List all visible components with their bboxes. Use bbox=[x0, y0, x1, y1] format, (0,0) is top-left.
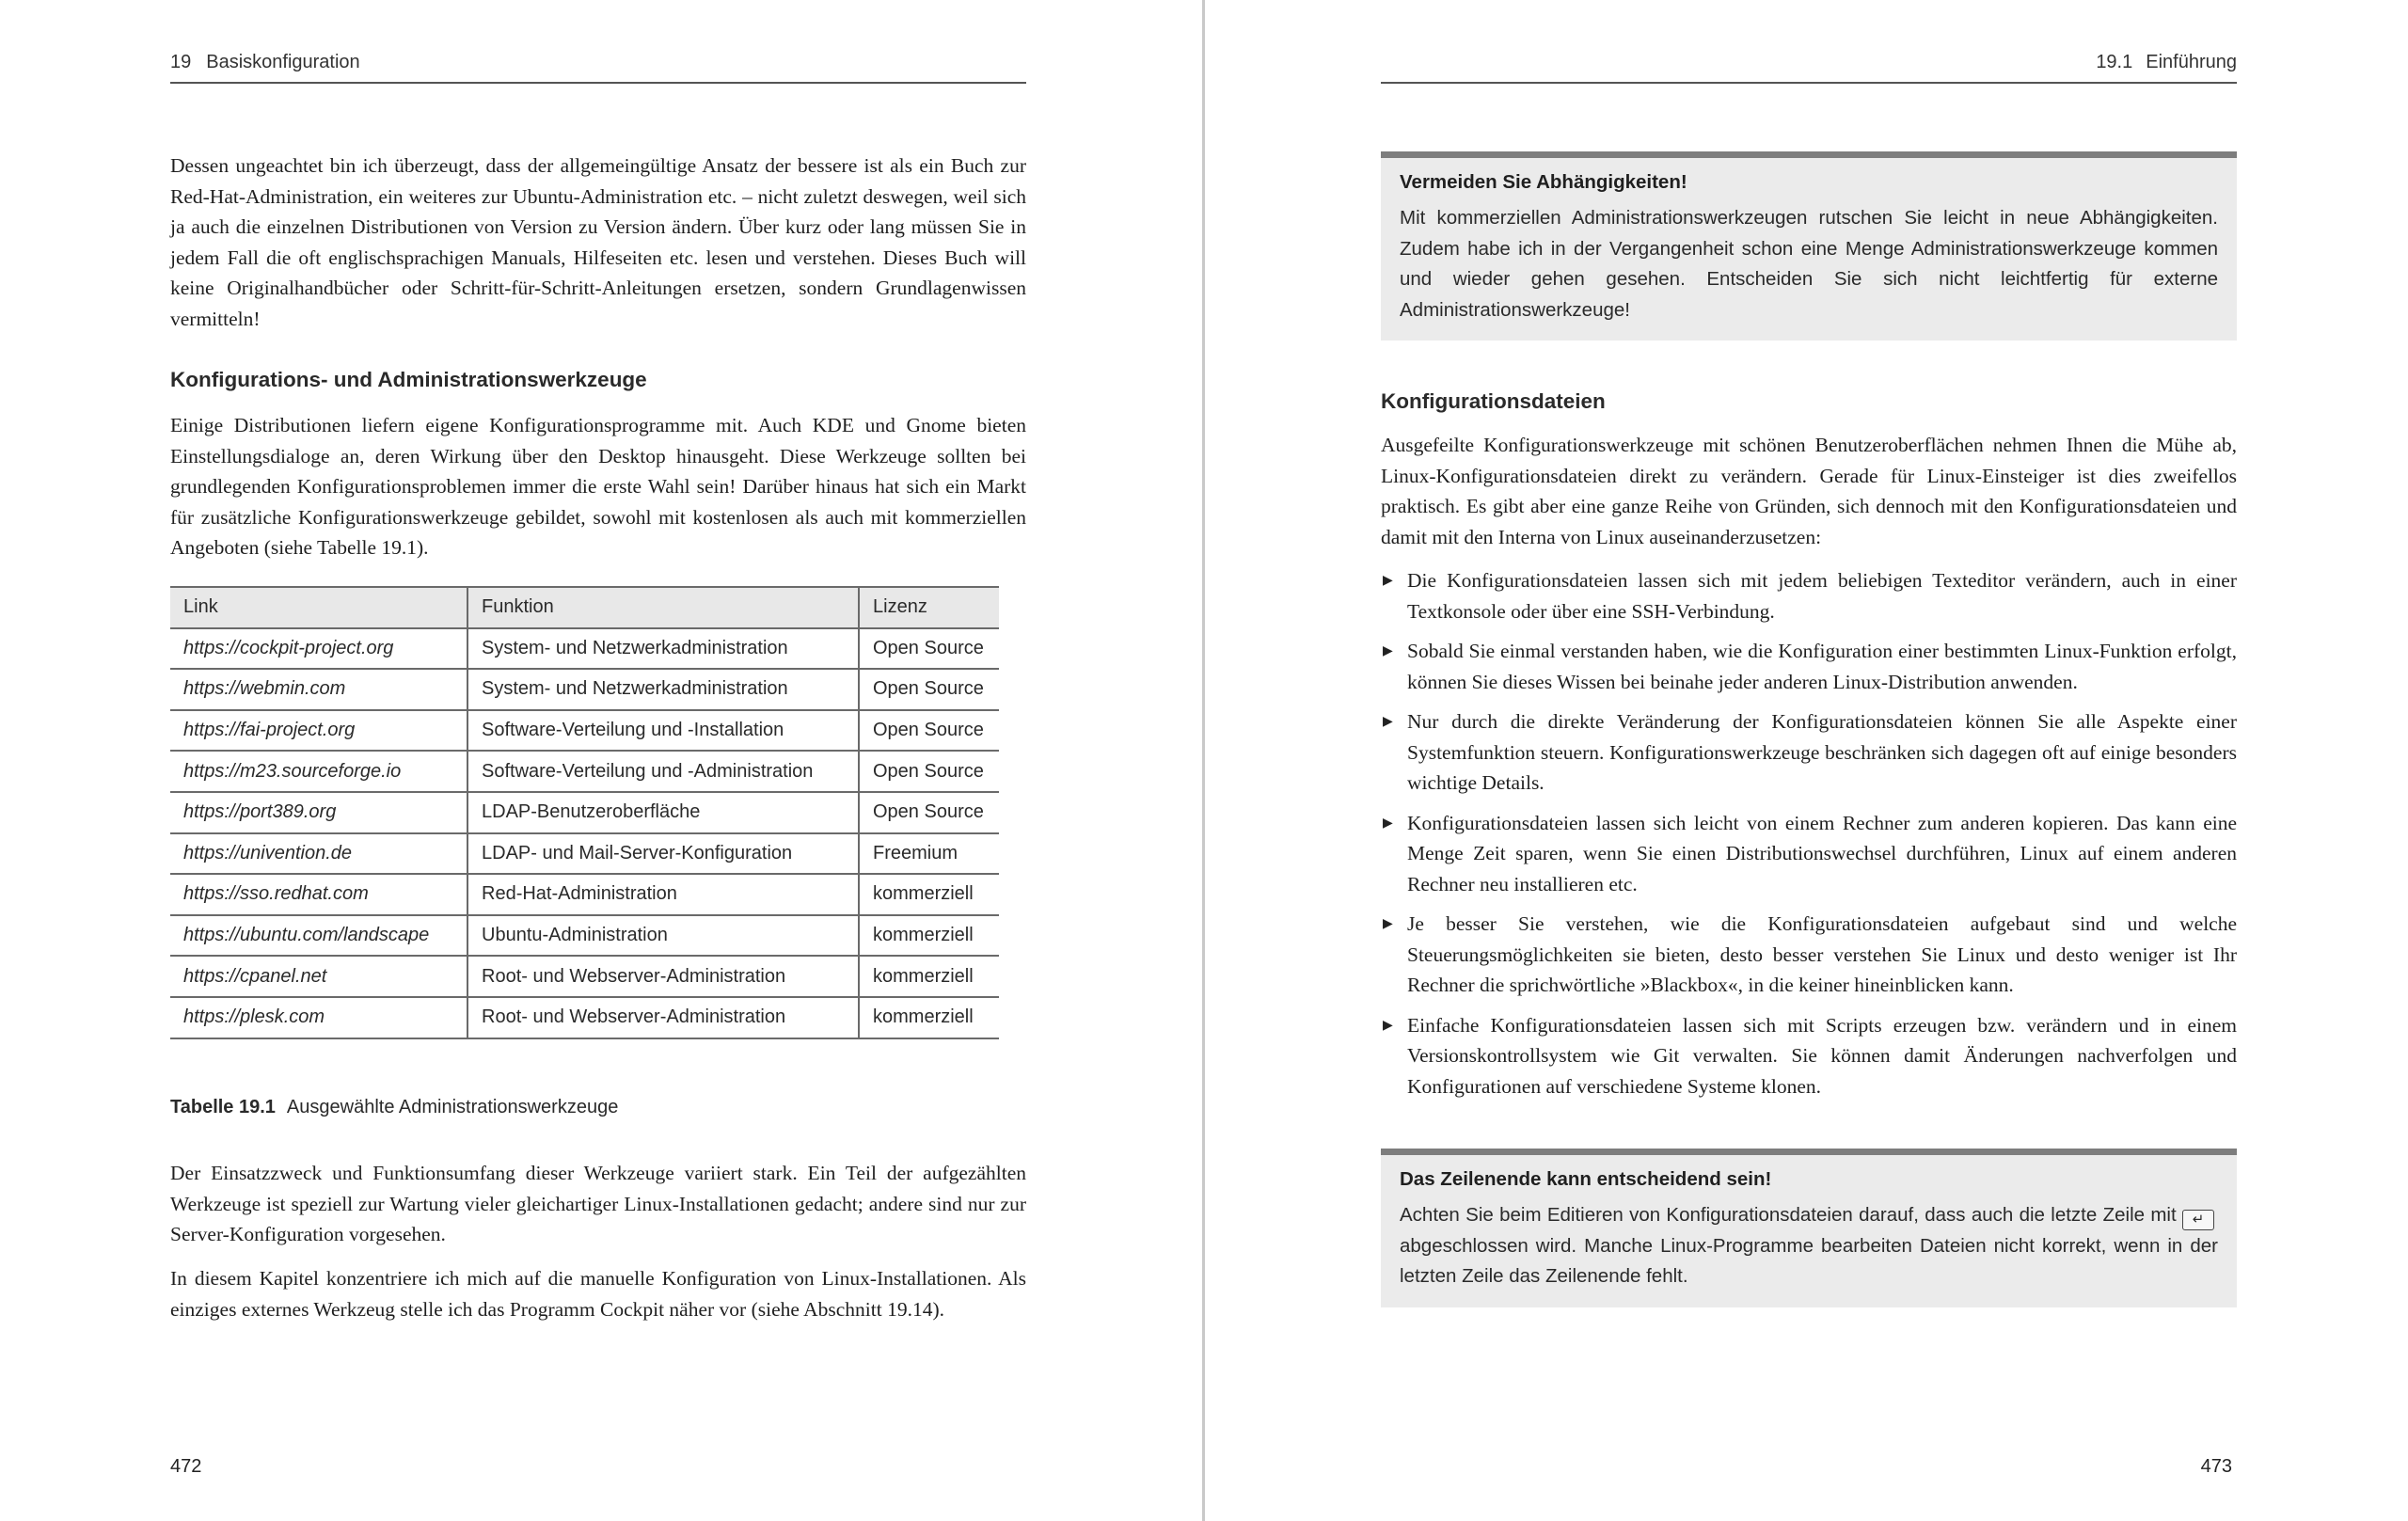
paragraph-3-block bbox=[170, 1158, 1026, 1250]
table-row bbox=[170, 956, 999, 997]
page-number-left: 472 bbox=[170, 1456, 202, 1477]
table-cell-function: Root- und Webserver-Administration bbox=[467, 997, 859, 1038]
page-number-right: 473 bbox=[2200, 1456, 2232, 1477]
table-cell-function: Red-Hat-Administration bbox=[467, 874, 859, 915]
bullet-triangle-icon: ▶ bbox=[1383, 643, 1393, 658]
table-cell-function: Root- und Webserver-Administration bbox=[467, 956, 859, 997]
list-item bbox=[1381, 636, 2237, 697]
table-cell-link[interactable]: https://plesk.com bbox=[170, 997, 467, 1038]
caption-text: Ausgewählte Administrationswerkzeuge bbox=[286, 1097, 619, 1117]
table-cell-link[interactable]: https://ubuntu.com/landscape bbox=[170, 915, 467, 957]
note-box-dependencies bbox=[1381, 151, 2237, 341]
note-box-title: Vermeiden Sie Abhängigkeiten! bbox=[1400, 171, 1687, 193]
bullet-list-block bbox=[1381, 565, 2237, 1111]
list-item-text: Nur durch die direkte Veränderung der Konfigurationsdateien können Sie alle Aspekte einer Systemfunktion steuern. Konfigurationswerkzeuge beschränken sich dagegen oft auf einige besonders wichtige Details. bbox=[1407, 710, 2237, 794]
bullet-list bbox=[1381, 565, 2237, 1101]
list-item-text: Konfigurationsdateien lassen sich leicht von einem Rechner zum anderen kopieren. Das kann eine Menge Zeit sparen, wenn Sie einen Distributionswechsel durchführen, Linux auf einem anderen Rechner neu installieren etc. bbox=[1407, 811, 2237, 895]
table-header-license: Lizenz bbox=[859, 587, 999, 628]
bullet-triangle-icon: ▶ bbox=[1383, 714, 1393, 729]
note-box-text: Mit kommerziellen Administrationswerkzeugen rutschen Sie leicht in neue Abhängigkeiten. Zudem habe ich in der Vergangenheit schon eine Menge Administrationswerkzeuge kommen und wieder gehen gesehen. Entscheiden Sie sich nicht leichtfertig für externe Administrationswerkzeuge! bbox=[1400, 207, 2218, 321]
table-row bbox=[170, 628, 999, 670]
table-cell-link[interactable]: https://m23.sourceforge.io bbox=[170, 751, 467, 792]
section-number: 19.1 bbox=[2096, 52, 2133, 72]
list-item-text: Je besser Sie verstehen, wie die Konfigurationsdateien aufgebaut sind und welche Steuerungsmöglichkeiten sie bieten, desto besser verstehen Sie Linux und desto weniger ist Ihr Rechner die sprichwörtliche »Blackbox«, in die keiner hineinblicken kann. bbox=[1407, 912, 2237, 996]
table-header-link: Link bbox=[170, 587, 467, 628]
table-cell-function: System- und Netzwerkadministration bbox=[467, 628, 859, 670]
bullet-triangle-icon: ▶ bbox=[1383, 573, 1393, 588]
list-item-text: Die Konfigurationsdateien lassen sich mit jedem beliebigen Texteditor verändern, auch in einer Textkonsole oder über eine SSH-Verbindung. bbox=[1407, 569, 2237, 623]
list-item bbox=[1381, 909, 2237, 1001]
table-cell-license: Open Source bbox=[859, 792, 999, 833]
note-box-text bbox=[1400, 1200, 2218, 1292]
bullet-triangle-icon: ▶ bbox=[1383, 916, 1393, 931]
table-cell-link[interactable]: https://port389.org bbox=[170, 792, 467, 833]
table-cell-function: LDAP- und Mail-Server-Konfiguration bbox=[467, 833, 859, 875]
table-cell-license: kommerziell bbox=[859, 997, 999, 1038]
section-heading-config-block bbox=[1381, 389, 2237, 414]
tools-table bbox=[170, 586, 999, 1039]
note-box-title: Das Zeilenende kann entscheidend sein! bbox=[1400, 1168, 1772, 1190]
intro-paragraph: Dessen ungeachtet bin ich überzeugt, dass der allgemeingültige Ansatz der bessere ist als ein Buch zur Red-Hat-Administration, ein weiteres zur Ubuntu-Administration etc. – nicht zuletzt deswegen, weil sich ja auch die einzelnen Distributionen von Version zu Version ändern. Über kurz oder lang müssen Sie in jedem Fall die oft englischsprachigen Manuals, Hilfeseiten etc. lesen und verstehen. Dieses Buch will keine Originalhandbücher oder Schritt-für-Schritt-Anleitungen ersetzen, sondern Grundlagenwissen vermitteln! bbox=[170, 154, 1026, 330]
table-cell-license: kommerziell bbox=[859, 915, 999, 957]
table-caption bbox=[170, 1097, 618, 1118]
list-item bbox=[1381, 808, 2237, 900]
section-heading-tools: Konfigurations- und Administrationswerkzeuge bbox=[170, 368, 647, 391]
table-cell-function: Software-Verteilung und -Administration bbox=[467, 751, 859, 792]
table-row bbox=[170, 833, 999, 875]
config-paragraph: Ausgefeilte Konfigurationswerkzeuge mit schönen Benutzeroberflächen nehmen Ihnen die Mühe ab, Linux-Konfigurationsdateien direkt zu verändern. Gerade für Linux-Einsteiger ist dies zweifellos praktisch. Es gibt aber eine ganze Reihe von Gründen, sich dennoch mit den Konfigurationsdateien und damit mit den Interna von Linux auseinanderzusetzen: bbox=[1381, 434, 2237, 548]
bullet-triangle-icon: ▶ bbox=[1383, 1017, 1393, 1033]
table-cell-function: System- und Netzwerkadministration bbox=[467, 669, 859, 710]
intro-paragraph-block bbox=[170, 151, 1026, 334]
list-item bbox=[1381, 1010, 2237, 1102]
left-page bbox=[0, 0, 1202, 1521]
right-page bbox=[1205, 0, 2408, 1521]
section-title: Einführung bbox=[2146, 52, 2237, 72]
table-row bbox=[170, 792, 999, 833]
paragraph-3: Der Einsatzzweck und Funktionsumfang dieser Werkzeuge variiert stark. Ein Teil der aufgezählten Werkzeuge ist speziell zur Wartung vieler gleichartiger Linux-Installationen gedacht; andere sind nur zur Server-Konfiguration vorgesehen. bbox=[170, 1162, 1026, 1245]
section-heading-config-files: Konfigurationsdateien bbox=[1381, 389, 1606, 413]
section-paragraph-block bbox=[170, 410, 1026, 563]
chapter-title: Basiskonfiguration bbox=[206, 52, 360, 72]
table-cell-license: Open Source bbox=[859, 669, 999, 710]
caption-label: Tabelle 19.1 bbox=[170, 1097, 276, 1117]
section-heading-block bbox=[170, 368, 1026, 392]
bullet-triangle-icon: ▶ bbox=[1383, 815, 1393, 831]
table-header-row bbox=[170, 587, 999, 628]
table-row bbox=[170, 751, 999, 792]
table-cell-license: kommerziell bbox=[859, 956, 999, 997]
paragraph-4: In diesem Kapitel konzentriere ich mich auf die manuelle Konfiguration von Linux-Installationen. Als einziges externes Werkzeug stelle ich das Programm Cockpit näher vor (siehe Abschnitt 19.14). bbox=[170, 1267, 1026, 1321]
table-row bbox=[170, 874, 999, 915]
table-cell-function: LDAP-Benutzeroberfläche bbox=[467, 792, 859, 833]
paragraph-4-block bbox=[170, 1263, 1026, 1324]
list-item bbox=[1381, 565, 2237, 626]
table-cell-link[interactable]: https://cockpit-project.org bbox=[170, 628, 467, 670]
table-cell-function: Software-Verteilung und -Installation bbox=[467, 710, 859, 752]
table-row bbox=[170, 710, 999, 752]
note-text-before-key: Achten Sie beim Editieren von Konfigurationsdateien darauf, dass auch die letzte Zeile mit bbox=[1400, 1204, 2177, 1226]
table-cell-license: Freemium bbox=[859, 833, 999, 875]
table-cell-link[interactable]: https://cpanel.net bbox=[170, 956, 467, 997]
note-box-line-ending bbox=[1381, 1149, 2237, 1307]
table-cell-function: Ubuntu-Administration bbox=[467, 915, 859, 957]
table-cell-link[interactable]: https://sso.redhat.com bbox=[170, 874, 467, 915]
enter-key-icon: ↵ bbox=[2182, 1210, 2214, 1230]
table-row bbox=[170, 915, 999, 957]
running-head-left bbox=[170, 52, 1026, 84]
note-text-after-key: abgeschlossen wird. Manche Linux-Programme bearbeiten Dateien nicht korrekt, wenn in der letzten Zeile das Zeilenende fehlt. bbox=[1400, 1234, 2218, 1287]
list-item-text: Einfache Konfigurationsdateien lassen sich mit Scripts erzeugen bzw. verändern und in einem Versionskontrollsystem wie Git verwalten. Sie können damit Änderungen nachverfolgen und Konfigurationen auf verschiedene Systeme klonen. bbox=[1407, 1013, 2237, 1098]
table-body bbox=[170, 628, 999, 1038]
table-row bbox=[170, 669, 999, 710]
table-header-function: Funktion bbox=[467, 587, 859, 628]
list-item bbox=[1381, 706, 2237, 799]
chapter-number: 19 bbox=[170, 52, 192, 72]
table-cell-license: Open Source bbox=[859, 751, 999, 792]
table-cell-license: kommerziell bbox=[859, 874, 999, 915]
table-cell-link[interactable]: https://fai-project.org bbox=[170, 710, 467, 752]
list-item-text: Sobald Sie einmal verstanden haben, wie die Konfiguration einer bestimmten Linux-Funktion erfolgt, können Sie dieses Wissen bei beinahe jeder anderen Linux-Distribution anwenden. bbox=[1407, 640, 2237, 693]
table-cell-license: Open Source bbox=[859, 710, 999, 752]
section-paragraph: Einige Distributionen liefern eigene Konfigurationsprogramme mit. Auch KDE und Gnome bieten Einstellungsdialoge an, deren Wirkung über den Desktop hinausgeht. Diese Werkzeuge sollten bei grundlegenden Konfigurationsproblemen immer die erste Wahl sein! Darüber hinaus hat sich ein Markt für zusätzliche Konfigurationswerkzeuge gebildet, sowohl mit kostenlosen als auch mit kommerziellen Angeboten (siehe Tabelle 19.1). bbox=[170, 414, 1026, 559]
table-cell-link[interactable]: https://univention.de bbox=[170, 833, 467, 875]
table-row bbox=[170, 997, 999, 1038]
config-paragraph-block bbox=[1381, 430, 2237, 552]
running-head-right bbox=[1381, 52, 2237, 84]
table-cell-license: Open Source bbox=[859, 628, 999, 670]
table-cell-link[interactable]: https://webmin.com bbox=[170, 669, 467, 710]
